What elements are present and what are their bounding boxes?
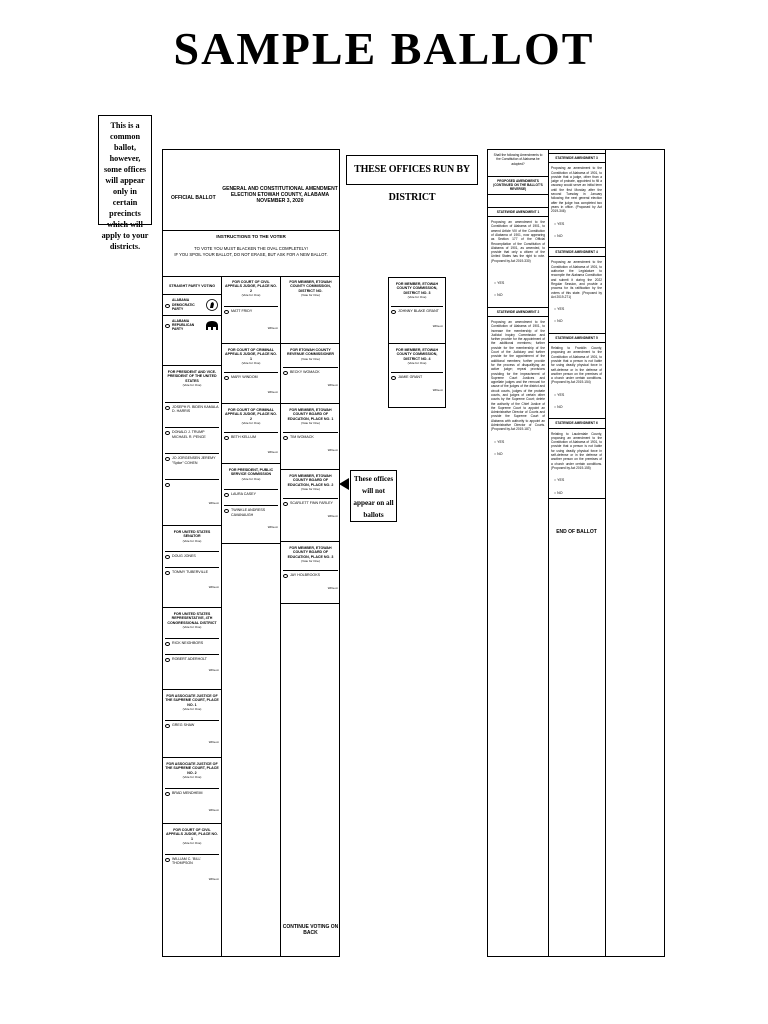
vote-for-one: (Vote for One) xyxy=(407,295,427,300)
candidate-name: BECKY WOMACK xyxy=(290,370,320,375)
board-education-3-race xyxy=(281,542,340,604)
amendment-text: Proposing an amendment to the Constitution of Alabama of 1901, to increase the membership of the Judicial Inquiry Commission and further provide for the appointment of the additional members; further provide for the membership of the Court of the Judiciary and further provide for the appointment of the additional members; further provide for the process of disqualifying an active judge; repeal provisions providing for the impeachment of Supreme Court Justices and appellate judges and the removal for cause of the judges of the district and circuit courts, judges of the probate courts, and judges of certain other courts by the Supreme Court; delete the authority of the Chief Justice of the Supreme Court to appoint an Administrative Director of Courts and provide the Supreme Court of Alabama with authority to appoint an Administrative Director of Courts. (Proposed by Act 2019-187) xyxy=(491,319,545,432)
candidate-name: DOUG JONES xyxy=(172,554,196,559)
civil-appeals-2-race xyxy=(222,276,280,344)
candidate-name: TIM WOMACK xyxy=(290,434,314,439)
option-yes[interactable]: ○ YES xyxy=(554,221,565,226)
option-no[interactable]: ○ NO xyxy=(554,404,563,409)
candidate-name: MATT FRIDY xyxy=(231,308,253,313)
write-in-label: Write-in xyxy=(208,585,219,590)
write-in-label: Write-in xyxy=(327,585,338,590)
write-in-label: Write-in xyxy=(208,807,219,812)
candidate-name: TWINKLE ANDRESS CAVANAUGH xyxy=(231,508,266,517)
psc-president-race xyxy=(222,464,280,544)
ballot-header xyxy=(163,150,339,231)
race-heading: FOR UNITED STATES REPRESENTATIVE, 4TH CONGRESSIONAL DISTRICT xyxy=(167,612,217,625)
candidate-name: JOHNNY BLAKE GRANT xyxy=(398,308,439,313)
amendment-heading: STATEWIDE AMENDMENT 1 xyxy=(488,207,548,217)
candidate-neighbors[interactable] xyxy=(165,638,219,646)
candidate-name: WILLIAM C. 'BILL' THOMPSON xyxy=(172,856,202,866)
option-yes[interactable]: ○ YES xyxy=(494,281,505,286)
option-label: NO xyxy=(557,490,563,495)
amendments-sheet xyxy=(487,149,665,957)
district-warning: These offices will not appear on all ballots xyxy=(350,470,397,522)
candidate-name: JO JORGENSEN JEREMY "Spike" COHEN xyxy=(172,456,216,465)
vote-oval[interactable] xyxy=(165,431,170,435)
criminal-appeals-2-race xyxy=(222,404,280,464)
straight-party-race xyxy=(163,276,221,366)
write-in-label: Write-in xyxy=(267,325,278,330)
vote-oval[interactable] xyxy=(165,858,170,862)
race-heading: FOR MEMBER, ETOWAH COUNTY COMMISSION, DISTRICT NO. xyxy=(289,280,332,293)
write-in-label: Write-in xyxy=(208,739,219,744)
option-label: YES xyxy=(557,478,565,483)
representative-race xyxy=(163,608,221,690)
continue-voting: CONTINUE VOTING ON BACK xyxy=(282,924,339,936)
end-of-ballot: END OF BALLOT xyxy=(548,498,605,565)
amendment-5 xyxy=(548,327,605,413)
vote-for-one: (Vote for One) xyxy=(301,421,320,426)
amendment-text: Proposing an amendment to the Constitution of Alabama of 1901, to provide that a judge, other than a judge of probate, appointed to fill a vacancy would serve an initial term until the first Monday after the second Tuesday in January following the next general election after the judge has completed two years in office. (Proposed by Act 2019-346) xyxy=(551,166,602,214)
candidate-johnny-grant[interactable] xyxy=(391,306,443,314)
option-no[interactable]: ○ NO xyxy=(494,293,503,298)
option-label: NO xyxy=(557,319,563,324)
candidate-tim-womack[interactable] xyxy=(283,432,338,440)
vote-for-one: (Vote for One) xyxy=(182,841,202,846)
instructions-heading: INSTRUCTIONS TO THE VOTER xyxy=(216,234,286,239)
write-in-label: Write-in xyxy=(267,449,278,454)
vote-oval[interactable] xyxy=(165,792,170,796)
vote-for-one: (Vote for One) xyxy=(301,356,320,361)
candidate-tuberville[interactable] xyxy=(165,567,219,575)
amendments-column-2 xyxy=(548,150,606,956)
amendment-3 xyxy=(548,150,605,241)
party-label: ALABAMA DEMOCRATIC PARTY xyxy=(172,298,195,312)
race-heading: FOR MEMBER, ETOWAH COUNTY COMMISSION, DISTRICT NO. 3 xyxy=(395,282,439,295)
instructions-line-1: TO VOTE YOU MUST BLACKEN THE OVAL COMPLETELY! xyxy=(194,246,308,251)
candidate-farley[interactable] xyxy=(283,498,338,506)
candidate-name: GREG SHAW xyxy=(172,722,195,727)
board-education-2-race xyxy=(281,470,340,542)
amendment-text: Proposing an amendment to the Constitution of Alabama of 1901, to authorize the Legislature to recompile the Alabama Constitution and submit it during the 2022 Regular Session, and provide a process for its ratification by the voters of this state. (Proposed by Act 2019-271) xyxy=(551,260,602,299)
option-no[interactable]: ○ NO xyxy=(554,319,563,324)
vote-for-one: (Vote for One) xyxy=(182,383,202,388)
race-heading: FOR COURT OF CRIMINAL APPEALS JUDGE, PLACE NO. 2 xyxy=(225,408,277,421)
party-republican[interactable] xyxy=(163,316,221,335)
amendment-heading: STATEWIDE AMENDMENT 3 xyxy=(548,153,605,163)
candidate-mendheim[interactable] xyxy=(165,788,219,796)
option-label: YES xyxy=(497,439,505,444)
vote-for-one: (Vote for One) xyxy=(182,625,202,630)
race-heading: FOR MEMBER, ETOWAH COUNTY COMMISSION, DISTRICT NO. 4 xyxy=(395,348,439,361)
vote-oval[interactable] xyxy=(283,371,288,375)
write-in-label: Write-in xyxy=(267,389,278,394)
ballot-column-3 xyxy=(281,276,340,956)
race-heading: FOR UNITED STATES SENATOR xyxy=(173,530,211,539)
write-in-label: Write-in xyxy=(432,387,443,392)
candidate-holbrooks[interactable] xyxy=(283,570,338,578)
option-label: NO xyxy=(497,293,503,298)
race-heading: FOR ASSOCIATE JUSTICE OF THE SUPREME COURT, PLACE NO. 2 xyxy=(165,762,219,775)
option-label: NO xyxy=(497,451,503,456)
candidate-name: BETH KELLUM xyxy=(231,434,256,439)
amendment-2 xyxy=(488,301,548,460)
option-label: YES xyxy=(557,221,565,226)
vote-oval[interactable] xyxy=(224,310,229,314)
ballot-sheet xyxy=(162,149,340,957)
race-heading: FOR COURT OF CIVIL APPEALS JUDGE, PLACE NO. 2 xyxy=(225,280,277,293)
vote-for-one: (Vote for One) xyxy=(301,559,320,564)
candidate-jorgensen[interactable] xyxy=(165,453,219,465)
criminal-appeals-1-race xyxy=(222,344,280,404)
party-democratic[interactable] xyxy=(163,295,221,315)
vote-oval[interactable] xyxy=(165,642,170,646)
district-3-race xyxy=(389,278,445,344)
option-no[interactable]: ○ NO xyxy=(554,490,563,495)
president-race xyxy=(163,366,221,526)
candidate-biden[interactable] xyxy=(165,402,219,414)
candidate-name: BRAD MENDHEIM xyxy=(172,790,203,795)
candidate-name: ROBERT ADERHOLT xyxy=(172,656,207,661)
option-label: YES xyxy=(557,307,565,312)
race-heading: FOR ETOWAH COUNTY REVENUE COMMISSIONER xyxy=(287,348,334,357)
candidate-womack[interactable] xyxy=(283,367,338,375)
vote-oval[interactable] xyxy=(391,310,396,314)
candidate-trump[interactable] xyxy=(165,427,219,439)
candidate-jamie-grant[interactable] xyxy=(391,372,443,380)
race-heading: FOR MEMBER, ETOWAH COUNTY BOARD OF EDUCATION, PLACE NO. 2 xyxy=(287,474,334,487)
candidate-cavanaugh[interactable] xyxy=(224,505,278,517)
amendment-heading: STATEWIDE AMENDMENT 4 xyxy=(548,247,605,257)
candidate-casey[interactable] xyxy=(224,489,278,497)
amendment-text: Proposing an amendment to the Constitution of Alabama of 1901, to amend Article VIII of the Constitution of Alabama of 1901, now appearing as Section 177 of the Official Recompilation of the Constitution of Alabama of 1901, as amended, to provide that only a citizen of the United States has the right to vote. (Proposed by Act 2019-330) xyxy=(491,220,545,263)
option-yes[interactable]: ○ YES xyxy=(494,439,505,444)
candidate-name: TOMMY TUBERVILLE xyxy=(172,570,209,575)
amendment-question: Shall the following Amendments to the Constitution of Alabama be adopted? xyxy=(493,153,543,166)
option-label: YES xyxy=(557,392,565,397)
vote-oval[interactable] xyxy=(165,457,170,461)
vote-oval[interactable] xyxy=(283,574,288,578)
board-education-1-race xyxy=(281,404,340,470)
option-yes[interactable]: ○ YES xyxy=(554,307,565,312)
vote-for-one: (Vote for One) xyxy=(182,775,202,780)
option-label: NO xyxy=(557,233,563,238)
vote-for-one: (Vote for One) xyxy=(301,293,320,298)
vote-for-one: (Vote for One) xyxy=(241,421,261,426)
revenue-commissioner-race xyxy=(281,344,340,404)
candidate-name: LAURA CASEY xyxy=(231,492,256,497)
vote-for-one: (Vote for One) xyxy=(407,361,427,366)
amendment-6 xyxy=(548,412,605,498)
amendment-heading: STATEWIDE AMENDMENT 6 xyxy=(548,418,605,428)
write-in-label: Write-in xyxy=(327,513,338,518)
race-heading: FOR MEMBER, ETOWAH COUNTY BOARD OF EDUCATION, PLACE NO. 3 xyxy=(287,546,334,559)
candidate-fridy[interactable] xyxy=(224,306,278,314)
ballot-column-1 xyxy=(163,276,222,956)
race-heading: FOR COURT OF CIVIL APPEALS JUDGE, PLACE NO. 1 xyxy=(166,828,218,841)
candidate-name: JAMIE GRANT xyxy=(398,374,423,379)
write-in-label: Write-in xyxy=(208,877,219,882)
amendment-heading: STATEWIDE AMENDMENT 2 xyxy=(488,307,548,317)
option-no[interactable]: ○ NO xyxy=(554,233,563,238)
candidate-thompson[interactable] xyxy=(165,854,219,866)
vote-oval[interactable] xyxy=(283,502,288,506)
vote-oval[interactable] xyxy=(165,658,170,662)
vote-for-one: (Vote for One) xyxy=(301,487,320,492)
race-heading: STRAIGHT PARTY VOTING xyxy=(163,276,221,295)
instructions-line-2: IF YOU SPOIL YOUR BALLOT, DO NOT ERASE, BUT ASK FOR A NEW BALLOT. xyxy=(174,252,328,257)
candidate-kellum[interactable] xyxy=(224,432,278,440)
candidate-windom[interactable] xyxy=(224,372,278,380)
candidate-name: SCARLETT FINN FARLEY xyxy=(290,500,333,505)
vote-oval[interactable] xyxy=(165,324,170,328)
vote-oval[interactable] xyxy=(224,436,229,440)
option-label: YES xyxy=(497,281,505,286)
candidate-name: MARY WINDOM xyxy=(231,374,258,379)
district-offices-column xyxy=(388,277,446,408)
amendments-column-1 xyxy=(488,150,549,956)
vote-oval[interactable] xyxy=(224,509,229,513)
vote-oval[interactable] xyxy=(391,376,396,380)
arrow-left-icon xyxy=(339,478,349,490)
write-in-label: Write-in xyxy=(208,667,219,672)
candidate-name: RICK NEIGHBORS xyxy=(172,640,204,645)
vote-oval[interactable] xyxy=(224,376,229,380)
race-heading: FOR PRESIDENT AND VICE-PRESIDENT OF THE UNITED STATES xyxy=(167,370,217,383)
candidate-aderholt[interactable] xyxy=(165,654,219,662)
option-label: NO xyxy=(557,404,563,409)
write-in-label: Write-in xyxy=(432,323,443,328)
write-in-label: Write-in xyxy=(267,525,278,530)
vote-oval[interactable] xyxy=(165,406,170,410)
vote-for-one: (Vote for One) xyxy=(182,538,202,543)
amendment-intro xyxy=(488,150,548,201)
official-ballot-label: OFFICIAL BALLOT xyxy=(171,195,216,201)
vote-oval[interactable] xyxy=(165,483,170,487)
vote-for-one: (Vote for One) xyxy=(241,476,261,481)
amendment-heading: STATEWIDE AMENDMENT 5 xyxy=(548,333,605,343)
amendment-4 xyxy=(548,241,605,327)
vote-oval[interactable] xyxy=(283,436,288,440)
amendment-text: Relating to Lauderdale County, proposing an amendment to the Constitution of Alabama of 1901, to provide that a person is not liable for using deadly physical force in self-defense or in the defense of another person on the premises of a church under certain conditions. (Proposed by Act 2019-155) xyxy=(551,431,602,470)
write-in-label: Write-in xyxy=(327,383,338,388)
civil-appeals-1-race xyxy=(163,824,221,914)
page-title: SAMPLE BALLOT xyxy=(173,23,595,74)
write-in-label: Write-in xyxy=(327,447,338,452)
race-heading: FOR ASSOCIATE JUSTICE OF THE SUPREME COURT, PLACE NO. 1 xyxy=(165,694,219,707)
supreme-court-2-race xyxy=(163,758,221,824)
district-banner: THESE OFFICES RUN BY DISTRICT xyxy=(346,155,478,185)
write-in-label: Write-in xyxy=(208,501,219,506)
race-heading: FOR PRESIDENT, PUBLIC SERVICE COMMISSION xyxy=(228,468,274,477)
amendment-text: Relating to Franklin County, proposing an amendment to the Constitution of Alabama of 1901, to provide that a person is not liable for using deadly physical force in self-defense or in the defense of another person on the premises of a church under certain conditions. (Proposed by Act 2019-154) xyxy=(551,346,602,385)
vote-for-one: (Vote for One) xyxy=(182,707,202,712)
proposed-heading: PROPOSED AMENDMENTS (CONTINUED ON THE BALLOT'S REVERSE) xyxy=(488,176,548,195)
district-4-race xyxy=(389,344,445,408)
vote-oval[interactable] xyxy=(224,493,229,497)
race-heading: FOR COURT OF CRIMINAL APPEALS JUDGE, PLACE NO. 1 xyxy=(225,348,277,361)
vote-oval[interactable] xyxy=(165,724,170,728)
rooster-icon xyxy=(205,299,219,311)
common-ballot-note: This is a common ballot, however, some offices will appear only in certain precincts which will apply to your districts. xyxy=(98,115,152,225)
write-in-line[interactable] xyxy=(165,479,219,487)
elephant-icon xyxy=(205,319,219,331)
candidate-name: DONALD J. TRUMP MICHAEL R. PENCE xyxy=(172,430,206,439)
candidate-jones[interactable] xyxy=(165,551,219,559)
vote-oval[interactable] xyxy=(165,571,170,575)
supreme-court-1-race xyxy=(163,690,221,758)
party-label: ALABAMA REPUBLICAN PARTY xyxy=(172,318,195,332)
option-no[interactable]: ○ NO xyxy=(494,451,503,456)
county-commission-race xyxy=(281,276,340,344)
candidate-name: JOSEPH R. BIDEN KAMALA D. HARRIS xyxy=(172,404,219,414)
vote-oval[interactable] xyxy=(165,304,170,308)
candidate-name: JAY HOLBROOKS xyxy=(290,572,321,577)
option-yes[interactable]: ○ YES xyxy=(554,392,565,397)
vote-for-one: (Vote for One) xyxy=(241,293,261,298)
vote-for-one: (Vote for One) xyxy=(241,361,261,366)
election-title: GENERAL AND CONSTITUTIONAL AMENDMENT ELECTION ETOWAH COUNTY, ALABAMA NOVEMBER 3, 2020 xyxy=(222,186,338,204)
senate-race xyxy=(163,526,221,608)
ballot-column-2 xyxy=(222,276,281,956)
race-heading: FOR MEMBER, ETOWAH COUNTY BOARD OF EDUCATION, PLACE NO. 1 xyxy=(287,408,334,421)
voter-instructions xyxy=(163,230,339,277)
amendment-1 xyxy=(488,201,548,301)
option-yes[interactable]: ○ YES xyxy=(554,478,565,483)
vote-oval[interactable] xyxy=(165,555,170,559)
candidate-shaw[interactable] xyxy=(165,720,219,728)
